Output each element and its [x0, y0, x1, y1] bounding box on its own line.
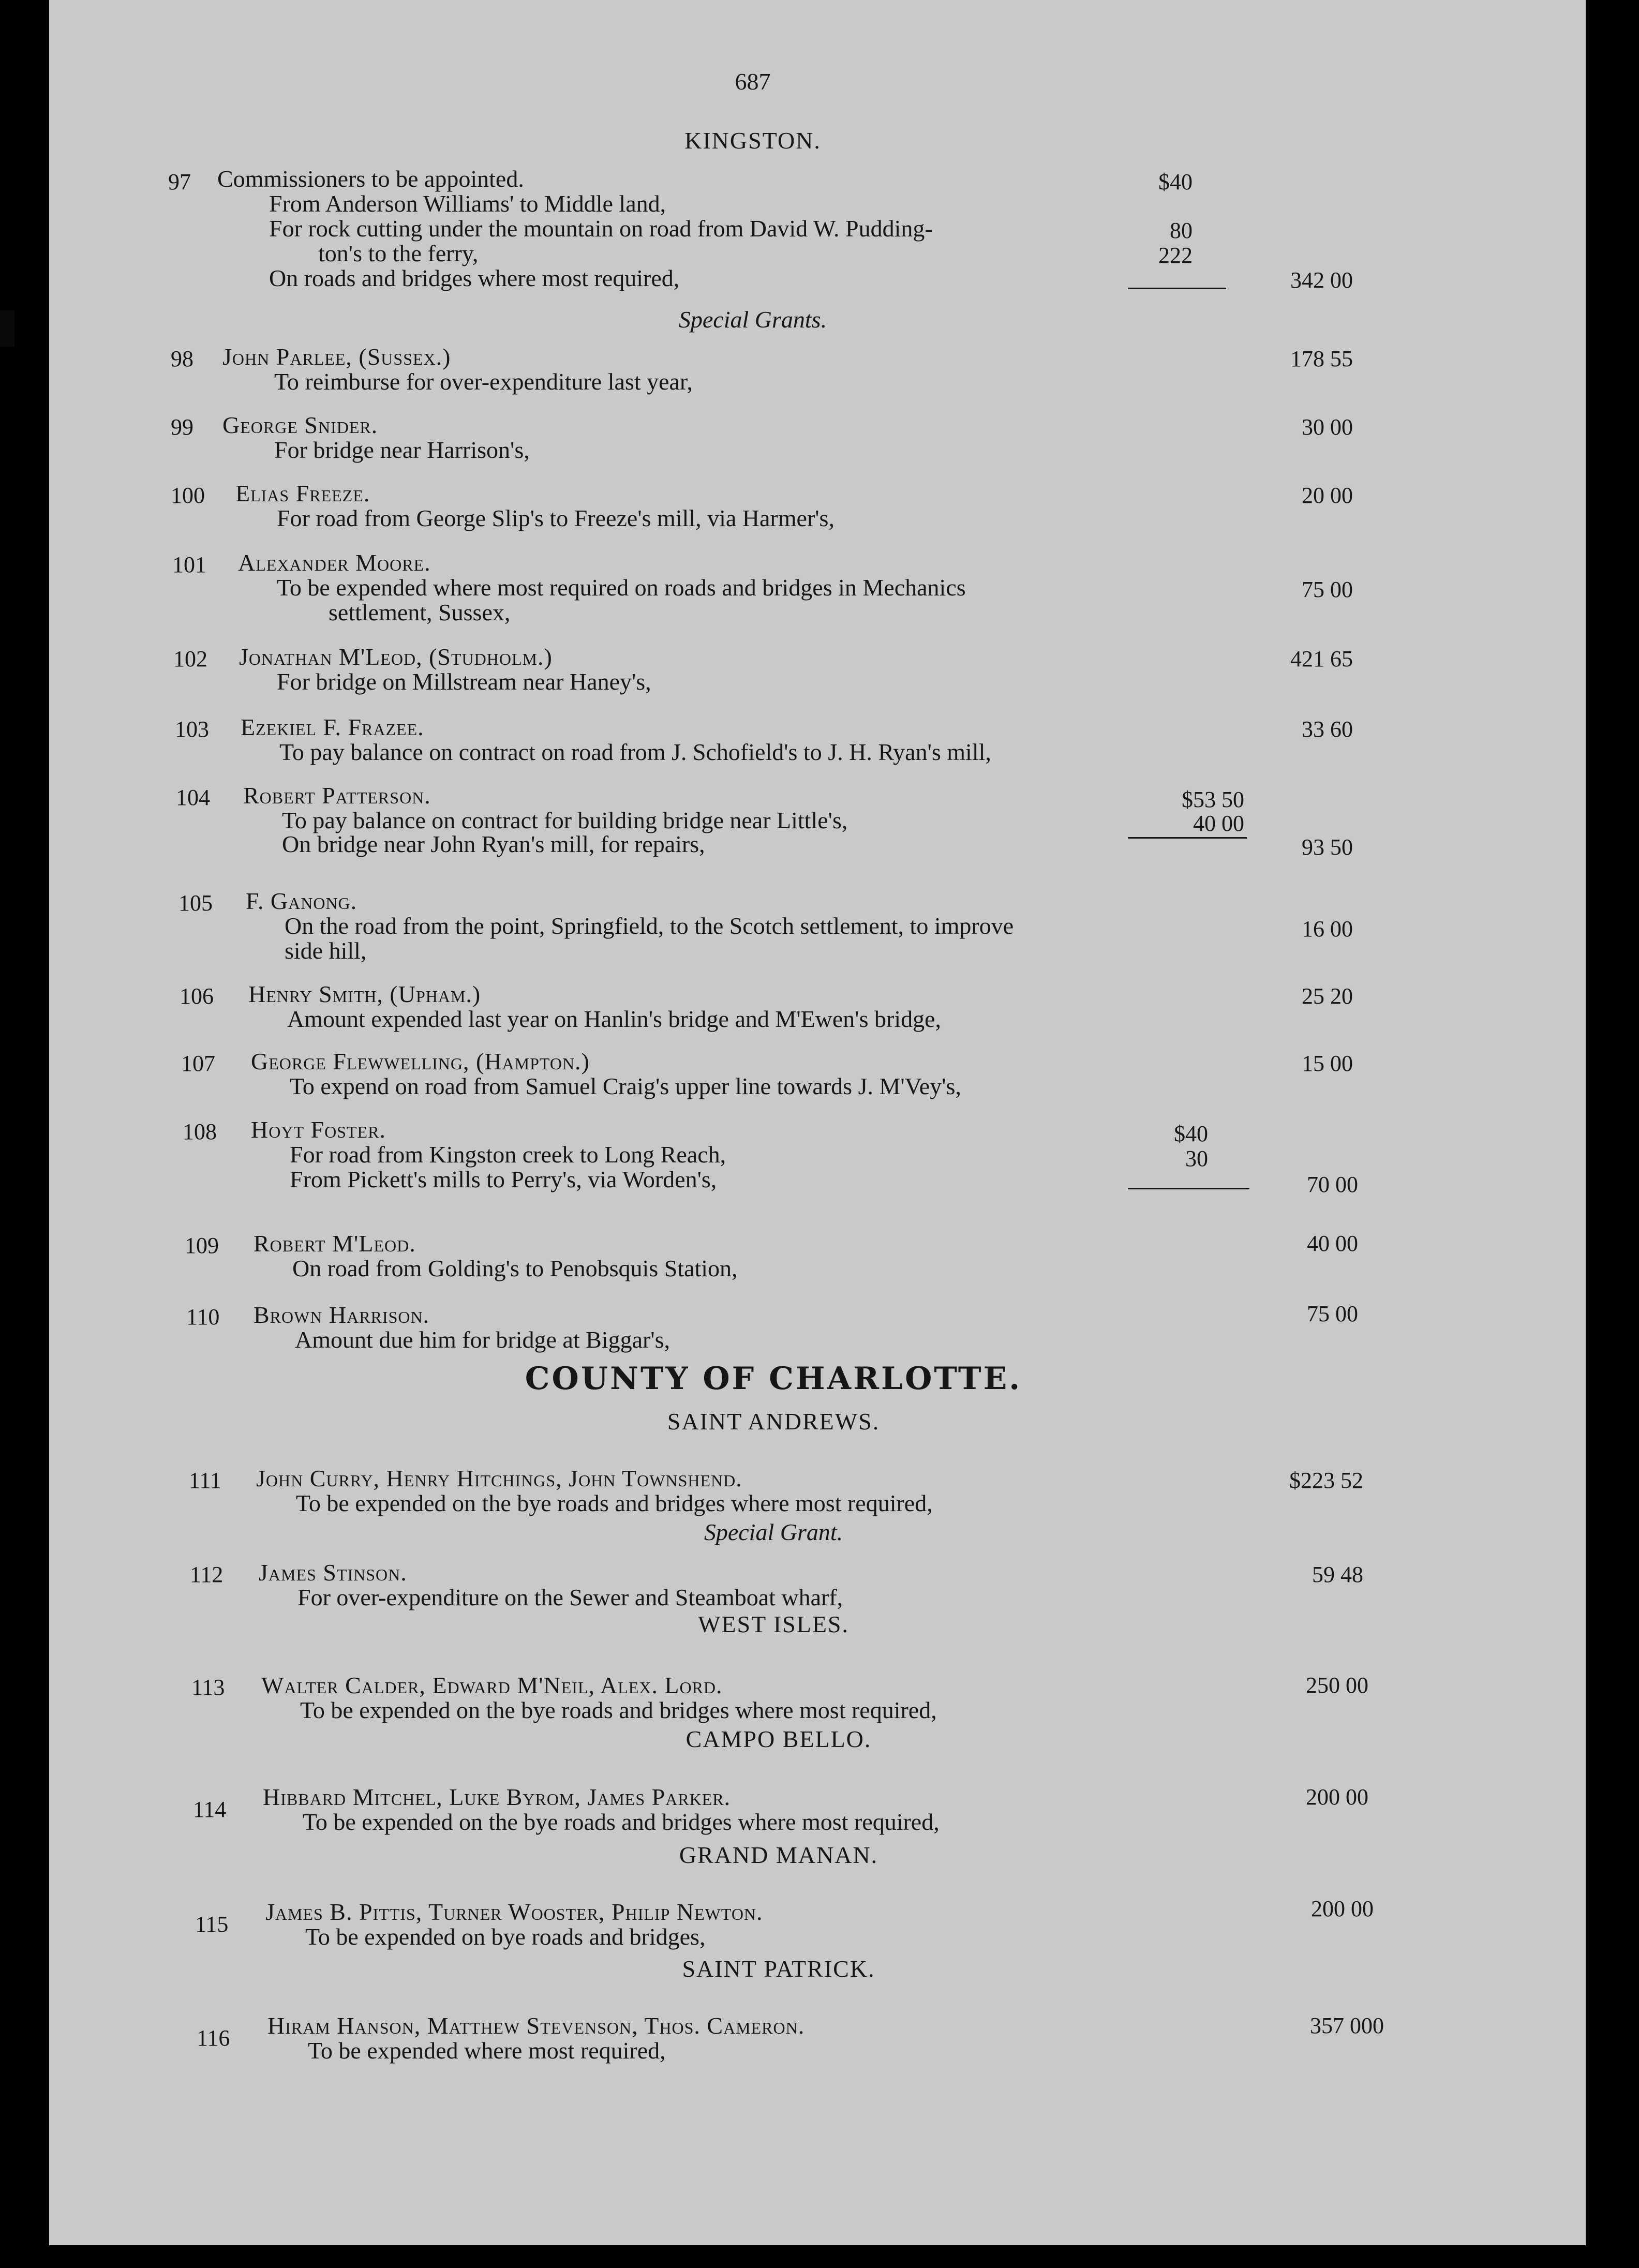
subamount: 222: [1158, 243, 1193, 268]
entry-name: Henry Smith, (Upham.): [248, 981, 481, 1007]
edge-mark-left-top: [0, 310, 14, 347]
entry-number: 109: [185, 1233, 219, 1258]
entry-text: For bridge on Millstream near Haney's,: [277, 668, 651, 695]
special-grants-heading: Special Grants.: [678, 306, 827, 333]
entry-text: For road from Kingston creek to Long Reach,: [290, 1141, 726, 1168]
entry-number: 110: [186, 1304, 220, 1330]
entry-text: To be expended where most required,: [308, 2037, 666, 2064]
entry-number: 105: [178, 890, 213, 916]
entry-number: 112: [190, 1562, 224, 1587]
entry-number: 116: [197, 2025, 230, 2051]
entry-text: On road from Golding's to Penobsquis Station,: [292, 1255, 738, 1281]
entry-name: Hoyt Foster.: [251, 1116, 386, 1143]
parish-heading-west-isles: WEST ISLES.: [697, 1611, 850, 1637]
entry-number: 102: [173, 646, 207, 672]
entry-text: ton's to the ferry,: [318, 240, 479, 266]
entry-name: George Flewwelling, (Hampton.): [251, 1048, 590, 1075]
entry-text: Commissioners to be appointed.: [217, 166, 524, 192]
entry-number: 114: [193, 1797, 227, 1822]
entry-name: Jonathan M'Leod, (Studholm.): [239, 644, 553, 670]
entry-text: For road from George Slip's to Freeze's mill, via Harmer's,: [277, 505, 835, 531]
entry-name: John Parlee, (Sussex.): [222, 344, 451, 370]
entry-text: To be expended on the bye roads and bridges where most required,: [296, 1490, 933, 1516]
section-heading-kingston: KINGSTON.: [684, 127, 821, 154]
subamount: 30: [1185, 1146, 1208, 1171]
amount: 421 65: [1290, 646, 1353, 672]
amount: 25 20: [1302, 983, 1353, 1009]
amount: $223 52: [1289, 1468, 1363, 1493]
entry-name: Walter Calder, Edward M'Neil, Alex. Lord.: [261, 1672, 723, 1698]
entry-number: 107: [181, 1051, 215, 1076]
amount: 15 00: [1302, 1051, 1353, 1076]
entry-number: 101: [172, 552, 206, 577]
entry-text: To expend on road from Samuel Craig's upper line towards J. M'Vey's,: [290, 1073, 961, 1099]
subamount: $40: [1174, 1121, 1208, 1146]
subamount: 40 00: [1193, 811, 1244, 836]
entry-number: 97: [168, 169, 191, 195]
entry-text: To reimburse for over-expenditure last year,: [274, 368, 693, 395]
parish-heading-grand-manan: GRAND MANAN.: [679, 1842, 878, 1868]
entry-number: 106: [180, 983, 214, 1009]
entry-number: 98: [171, 346, 193, 371]
entry-text: From Anderson Williams' to Middle land,: [269, 190, 666, 217]
entry-name: Hibbard Mitchel, Luke Byrom, James Parker.: [263, 1784, 731, 1810]
entry-name: James Stinson.: [259, 1559, 407, 1586]
special-grant-heading: Special Grant.: [704, 1519, 843, 1545]
entry-text: settlement, Sussex,: [329, 599, 511, 625]
parish-heading-campo-bello: CAMPO BELLO.: [686, 1726, 872, 1752]
document-page: [49, 0, 1586, 2245]
amount: 250 00: [1306, 1673, 1368, 1698]
entry-text: To be expended where most required on roads and bridges in Mechanics: [277, 574, 966, 601]
amount: 40 00: [1307, 1231, 1358, 1256]
entry-text: side hill,: [285, 937, 367, 964]
entry-name: Brown Harrison.: [254, 1302, 430, 1328]
amount: 200 00: [1306, 1784, 1368, 1810]
entry-number: 115: [195, 1912, 229, 1937]
entry-name: James B. Pittis, Turner Wooster, Philip Newton.: [265, 1899, 763, 1925]
entry-text: To be expended on bye roads and bridges,: [305, 1923, 706, 1950]
amount: 30 00: [1302, 414, 1353, 440]
entry-text: To be expended on the bye roads and bridges where most required,: [303, 1809, 940, 1835]
amount: 75 00: [1307, 1301, 1358, 1326]
entry-name: Robert Patterson.: [243, 782, 431, 809]
entry-name: Elias Freeze.: [235, 480, 370, 506]
subamount: $40: [1158, 169, 1193, 195]
page-number: 687: [735, 68, 771, 95]
county-heading: COUNTY OF CHARLOTTE.: [525, 1361, 1022, 1397]
entry-number: 100: [171, 483, 205, 508]
entry-number: 104: [176, 785, 210, 810]
entry-text: From Pickett's mills to Perry's, via Worden's,: [290, 1166, 717, 1192]
entry-text: To be expended on the bye roads and bridges where most required,: [300, 1697, 937, 1723]
entry-name: John Curry, Henry Hitchings, John Townshend.: [256, 1465, 742, 1491]
amount: 33 60: [1302, 717, 1353, 742]
entry-text: Amount due him for bridge at Biggar's,: [295, 1326, 670, 1353]
amount: 200 00: [1311, 1896, 1374, 1921]
entry-text: To pay balance on contract on road from J. Schofield's to J. H. Ryan's mill,: [279, 739, 991, 765]
entry-text: For bridge near Harrison's,: [274, 437, 530, 463]
entry-text: On roads and bridges where most required,: [269, 265, 680, 291]
amount: 16 00: [1302, 916, 1353, 942]
amount: 357 000: [1310, 2013, 1384, 2038]
subamount: $53 50: [1182, 787, 1244, 812]
entry-text: For rock cutting under the mountain on road from David W. Pudding-: [269, 215, 933, 242]
entry-name: Alexander Moore.: [238, 549, 431, 576]
entry-text: For over-expenditure on the Sewer and Steamboat wharf,: [297, 1584, 843, 1610]
parish-heading-saint-patrick: SAINT PATRICK.: [682, 1956, 875, 1982]
entry-text: On bridge near John Ryan's mill, for repairs,: [282, 831, 705, 857]
amount: 20 00: [1302, 483, 1353, 508]
entry-number: 111: [189, 1468, 221, 1493]
entry-name: F. Ganong.: [246, 888, 357, 914]
entry-text: To pay balance on contract for building bridge near Little's,: [282, 807, 848, 833]
amount: 59 48: [1312, 1562, 1363, 1587]
total-amount: 70 00: [1307, 1172, 1358, 1197]
entry-text: Amount expended last year on Hanlin's bridge and M'Ewen's bridge,: [287, 1006, 942, 1032]
entry-number: 113: [191, 1675, 225, 1700]
entry-name: Hiram Hanson, Matthew Stevenson, Thos. Cameron.: [267, 2012, 805, 2039]
entry-name: George Snider.: [222, 412, 378, 438]
amount: 75 00: [1302, 577, 1353, 602]
entry-text: On the road from the point, Springfield, to the Scotch settlement, to improve: [285, 913, 1014, 939]
subamount: 80: [1170, 218, 1193, 243]
entry-name: Ezekiel F. Frazee.: [241, 714, 424, 740]
entry-number: 99: [171, 414, 193, 440]
total-amount: 93 50: [1302, 834, 1353, 860]
parish-heading-saint-andrews: SAINT ANDREWS.: [667, 1408, 880, 1435]
total-amount: 342 00: [1290, 267, 1353, 293]
amount: 178 55: [1290, 346, 1353, 371]
sum-rule: [1128, 288, 1226, 289]
entry-name: Robert M'Leod.: [254, 1230, 416, 1257]
entry-number: 103: [175, 717, 209, 742]
entry-number: 108: [183, 1119, 217, 1144]
